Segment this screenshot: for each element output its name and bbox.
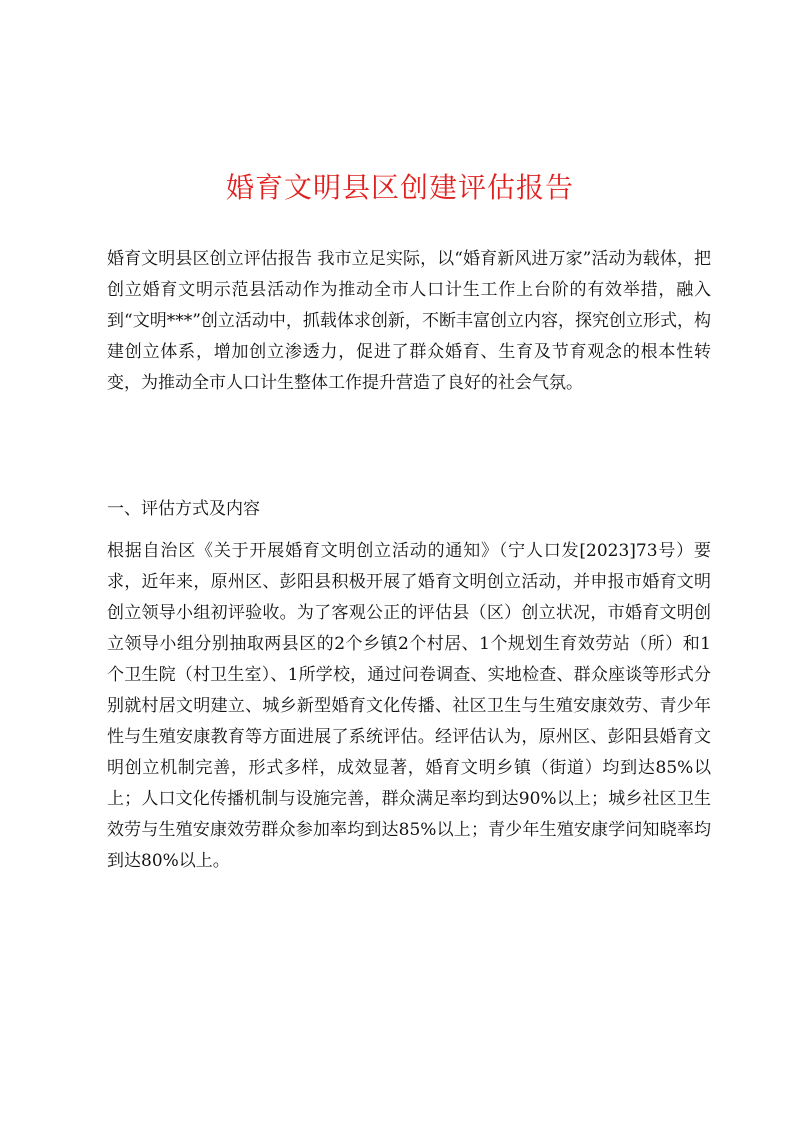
document-title: 婚育文明县区创建评估报告 [225, 171, 574, 204]
evaluation-paragraph: 根据自治区《关于开展婚育文明创立活动的通知》（宁人口发[2023]73号）要求，近年来，原州区、彭阳县积极开展了婚育文明创立活动，并申报市婚育文明创立领导小组初评验收。为了客观公正的评估县（区）创立状况，市婚育文明创立领导小组分别抽取两县区的2个乡镇2个村居、1个规划生育效劳站（所）和1个卫生院（村卫生室）、1所学校，通过问卷调查、实地检查、群众座谈等形式分别就村居文明建立、城乡新型婚育文化传播、社区卫生与生殖安康效劳、青少年性与生殖安康教育等方面进展了系统评估。经评估认为，原州区、彭阳县婚育文明创立机制完善，形式多样，成效显著，婚育文明乡镇（街道）均到达85%以上；人口文化传播机制与设施完善，群众满足率均到达90%以上；城乡社区卫生效劳与生殖安康效劳群众参加率均到达85%以上；青少年生殖安康学问知晓率均到达80%以上。 [107, 541, 711, 871]
intro-paragraph: 婚育文明县区创立评估报告 我市立足实际，以“婚育新风进万家”活动为载体，把创立婚育文明示范县活动作为推动全市人口计生工作上台阶的有效举措，融入到“文明***”创立活动中，抓载体求创新，不断丰富创立内容，探究创立形式，构建创立体系，增加创立渗透力，促进了群众婚育、生育及节育观念的根本性转变，为推动全市人口计生整体工作提升营造了良好的社会气氛。 [107, 249, 711, 393]
section-heading-evaluation-method: 一、评估方式及内容 [107, 499, 260, 519]
